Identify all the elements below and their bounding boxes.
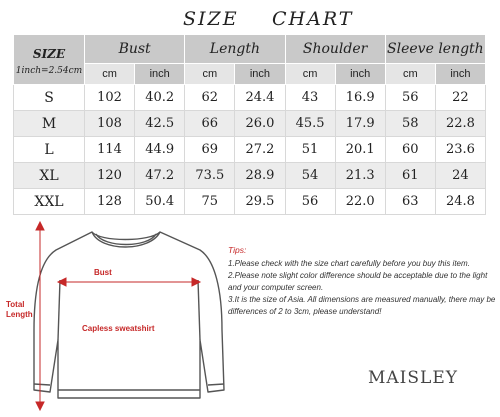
value-cell: 56 bbox=[385, 85, 435, 111]
value-cell: 24 bbox=[435, 163, 485, 189]
header-sleeve-length: Sleeve length bbox=[385, 35, 485, 64]
value-cell: 28.9 bbox=[235, 163, 285, 189]
tip-item: 3.It is the size of Asia. All dimensions are measured manually, there may be differences of 2 to 3cm, please understand! bbox=[228, 295, 496, 316]
value-cell: 23.6 bbox=[435, 137, 485, 163]
unit-header-row bbox=[14, 64, 486, 85]
value-cell: 69 bbox=[185, 137, 235, 163]
corner-label: SIZE bbox=[32, 47, 66, 61]
value-cell: 22 bbox=[435, 85, 485, 111]
tip-item: 1.Please check with the size chart carefully before you buy this item. bbox=[228, 259, 470, 268]
product-label: Capless sweatshirt bbox=[82, 324, 155, 333]
measure-header-row bbox=[14, 35, 486, 64]
unit-cell: cm bbox=[85, 64, 135, 85]
header-length: Length bbox=[185, 35, 285, 64]
value-cell: 102 bbox=[85, 85, 135, 111]
header-shoulder: Shoulder bbox=[285, 35, 385, 64]
unit-cell: cm bbox=[385, 64, 435, 85]
value-cell: 16.9 bbox=[335, 85, 385, 111]
value-cell: 58 bbox=[385, 111, 435, 137]
brand-name: MAISLEY bbox=[368, 368, 458, 388]
value-cell: 42.5 bbox=[135, 111, 185, 137]
value-cell: 62 bbox=[185, 85, 235, 111]
unit-cell: inch bbox=[235, 64, 285, 85]
title-chart: CHART bbox=[272, 8, 354, 30]
unit-cell: inch bbox=[135, 64, 185, 85]
table-row bbox=[14, 137, 486, 163]
tip-item: 2.Please note slight color difference should be acceptable due to the light and your computer screen. bbox=[228, 271, 488, 292]
size-cell: S bbox=[14, 85, 85, 111]
value-cell: 75 bbox=[185, 189, 235, 215]
unit-cell: cm bbox=[185, 64, 235, 85]
unit-cell: inch bbox=[335, 64, 385, 85]
table-row bbox=[14, 85, 486, 111]
value-cell: 66 bbox=[185, 111, 235, 137]
table-row bbox=[14, 111, 486, 137]
total-length-label bbox=[6, 300, 33, 320]
value-cell: 45.5 bbox=[285, 111, 335, 137]
unit-cell: cm bbox=[285, 64, 335, 85]
value-cell: 128 bbox=[85, 189, 135, 215]
value-cell: 73.5 bbox=[185, 163, 235, 189]
value-cell: 50.4 bbox=[135, 189, 185, 215]
size-cell: XL bbox=[14, 163, 85, 189]
value-cell: 56 bbox=[285, 189, 335, 215]
unit-cell: inch bbox=[435, 64, 485, 85]
value-cell: 17.9 bbox=[335, 111, 385, 137]
value-cell: 61 bbox=[385, 163, 435, 189]
value-cell: 54 bbox=[285, 163, 335, 189]
value-cell: 43 bbox=[285, 85, 335, 111]
value-cell: 40.2 bbox=[135, 85, 185, 111]
size-table bbox=[13, 34, 486, 215]
unit-conversion-note: 1inch=2.54cm bbox=[15, 66, 83, 76]
value-cell: 20.1 bbox=[335, 137, 385, 163]
value-cell: 51 bbox=[285, 137, 335, 163]
size-cell: XXL bbox=[14, 189, 85, 215]
total-length-line1: Total bbox=[6, 300, 25, 309]
value-cell: 26.0 bbox=[235, 111, 285, 137]
size-cell: L bbox=[14, 137, 85, 163]
value-cell: 22.8 bbox=[435, 111, 485, 137]
value-cell: 114 bbox=[85, 137, 135, 163]
chart-title bbox=[0, 6, 500, 34]
total-length-line2: Length bbox=[6, 310, 33, 319]
table-row bbox=[14, 189, 486, 215]
value-cell: 29.5 bbox=[235, 189, 285, 215]
value-cell: 22.0 bbox=[335, 189, 385, 215]
value-cell: 44.9 bbox=[135, 137, 185, 163]
value-cell: 63 bbox=[385, 189, 435, 215]
value-cell: 120 bbox=[85, 163, 135, 189]
value-cell: 60 bbox=[385, 137, 435, 163]
value-cell: 24.4 bbox=[235, 85, 285, 111]
sweatshirt-diagram bbox=[0, 220, 230, 413]
table-row bbox=[14, 163, 486, 189]
value-cell: 21.3 bbox=[335, 163, 385, 189]
size-cell: M bbox=[14, 111, 85, 137]
tips-heading: Tips: bbox=[228, 245, 247, 255]
value-cell: 108 bbox=[85, 111, 135, 137]
corner-cell bbox=[14, 35, 85, 85]
header-bust: Bust bbox=[85, 35, 185, 64]
bust-label: Bust bbox=[94, 268, 112, 277]
sweatshirt-illustration bbox=[0, 220, 230, 413]
tips-section bbox=[228, 244, 498, 318]
title-size: SIZE bbox=[183, 8, 239, 30]
value-cell: 24.8 bbox=[435, 189, 485, 215]
value-cell: 27.2 bbox=[235, 137, 285, 163]
value-cell: 47.2 bbox=[135, 163, 185, 189]
